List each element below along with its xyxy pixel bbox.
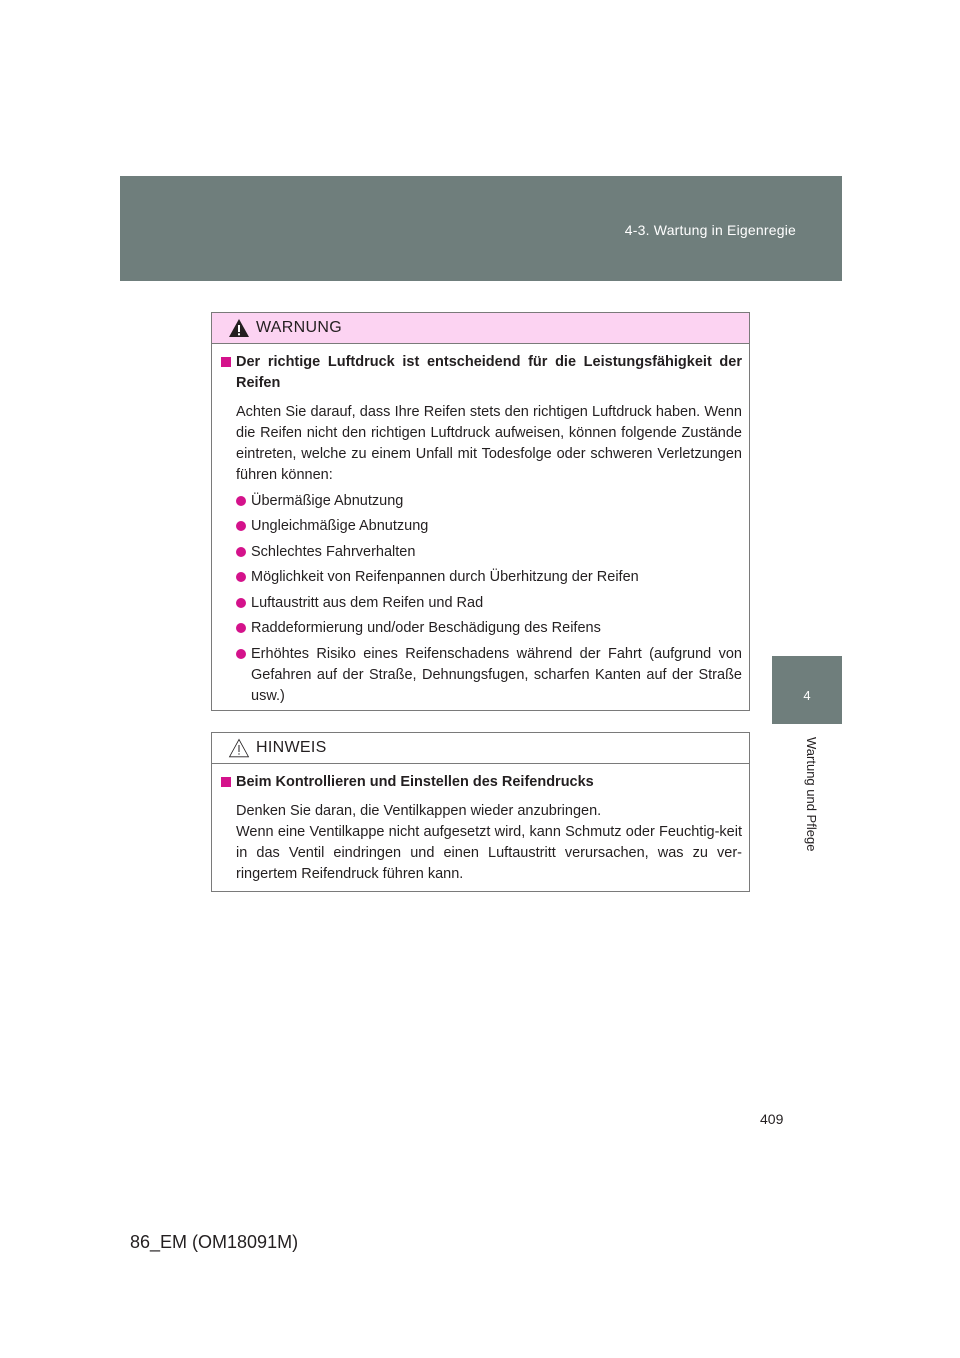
warning-intro: Achten Sie darauf, dass Ihre Reifen stets den richtigen Luftdruck haben. Wenn die Reifen nicht den richtigen Luftdruck aufweisen, können folgende Zustände eintreten, welche zu einem Unfall mit Todesfolge oder schweren Verletzungen führen können: (236, 404, 742, 483)
square-bullet-icon (221, 777, 231, 787)
list-item: Möglichkeit von Reifenpannen durch Überhitzung der Reifen (221, 567, 742, 588)
note-title: Beim Kontrollieren und Einstellen des Reifendrucks (221, 772, 742, 793)
warning-triangle-icon (228, 318, 250, 338)
bullet-dot-icon (236, 547, 246, 557)
list-item: Erhöhtes Risiko eines Reifenschadens während der Fahrt (aufgrund von Gefahren auf der Straße, Dehnungsfugen, scharfen Kanten auf der Straße usw.) (221, 644, 742, 707)
list-item: Luftaustritt aus dem Reifen und Rad (221, 593, 742, 614)
bullet-dot-icon (236, 649, 246, 659)
bullet-dot-icon (236, 496, 246, 506)
bullet-dot-icon (236, 572, 246, 582)
list-item: Übermäßige Abnutzung (221, 491, 742, 512)
list-item: Ungleichmäßige Abnutzung (221, 516, 742, 537)
chapter-tab (772, 656, 842, 724)
square-bullet-icon (221, 357, 231, 367)
note-line-2: Wenn eine Ventilkappe nicht aufgesetzt wird, kann Schmutz oder Feuchtig-keit in das Ventil eindringen und einen Luftaustritt verursachen, was zu ver-ringertem Reifendruck führen kann. (236, 824, 742, 882)
note-box (211, 732, 750, 892)
bullet-dot-icon (236, 623, 246, 633)
note-header (212, 733, 749, 764)
warning-box (211, 312, 750, 711)
document-code: 86_EM (OM18091M) (130, 1232, 299, 1252)
list-item: Raddeformierung und/oder Beschädigung des Reifens (221, 618, 742, 639)
warning-label: WARNUNG (256, 319, 342, 336)
bullet-dot-icon (236, 598, 246, 608)
warning-header (212, 313, 749, 344)
note-line-1: Denken Sie daran, die Ventilkappen wieder anzubringen. (236, 803, 602, 819)
bullet-dot-icon (236, 521, 246, 531)
list-item: Schlechtes Fahrverhalten (221, 542, 742, 563)
note-label: HINWEIS (256, 739, 327, 756)
caution-triangle-icon (228, 738, 250, 758)
chapter-number: 4 (803, 688, 811, 703)
page-number: 409 (760, 1111, 784, 1127)
warning-title: Der richtige Luftdruck ist entscheidend für die Leistungsfähigkeit der Reifen (221, 352, 742, 394)
chapter-label: Wartung und Pflege (804, 737, 819, 852)
section-title: 4-3. Wartung in Eigenregie (624, 222, 796, 238)
header-band (120, 176, 842, 281)
